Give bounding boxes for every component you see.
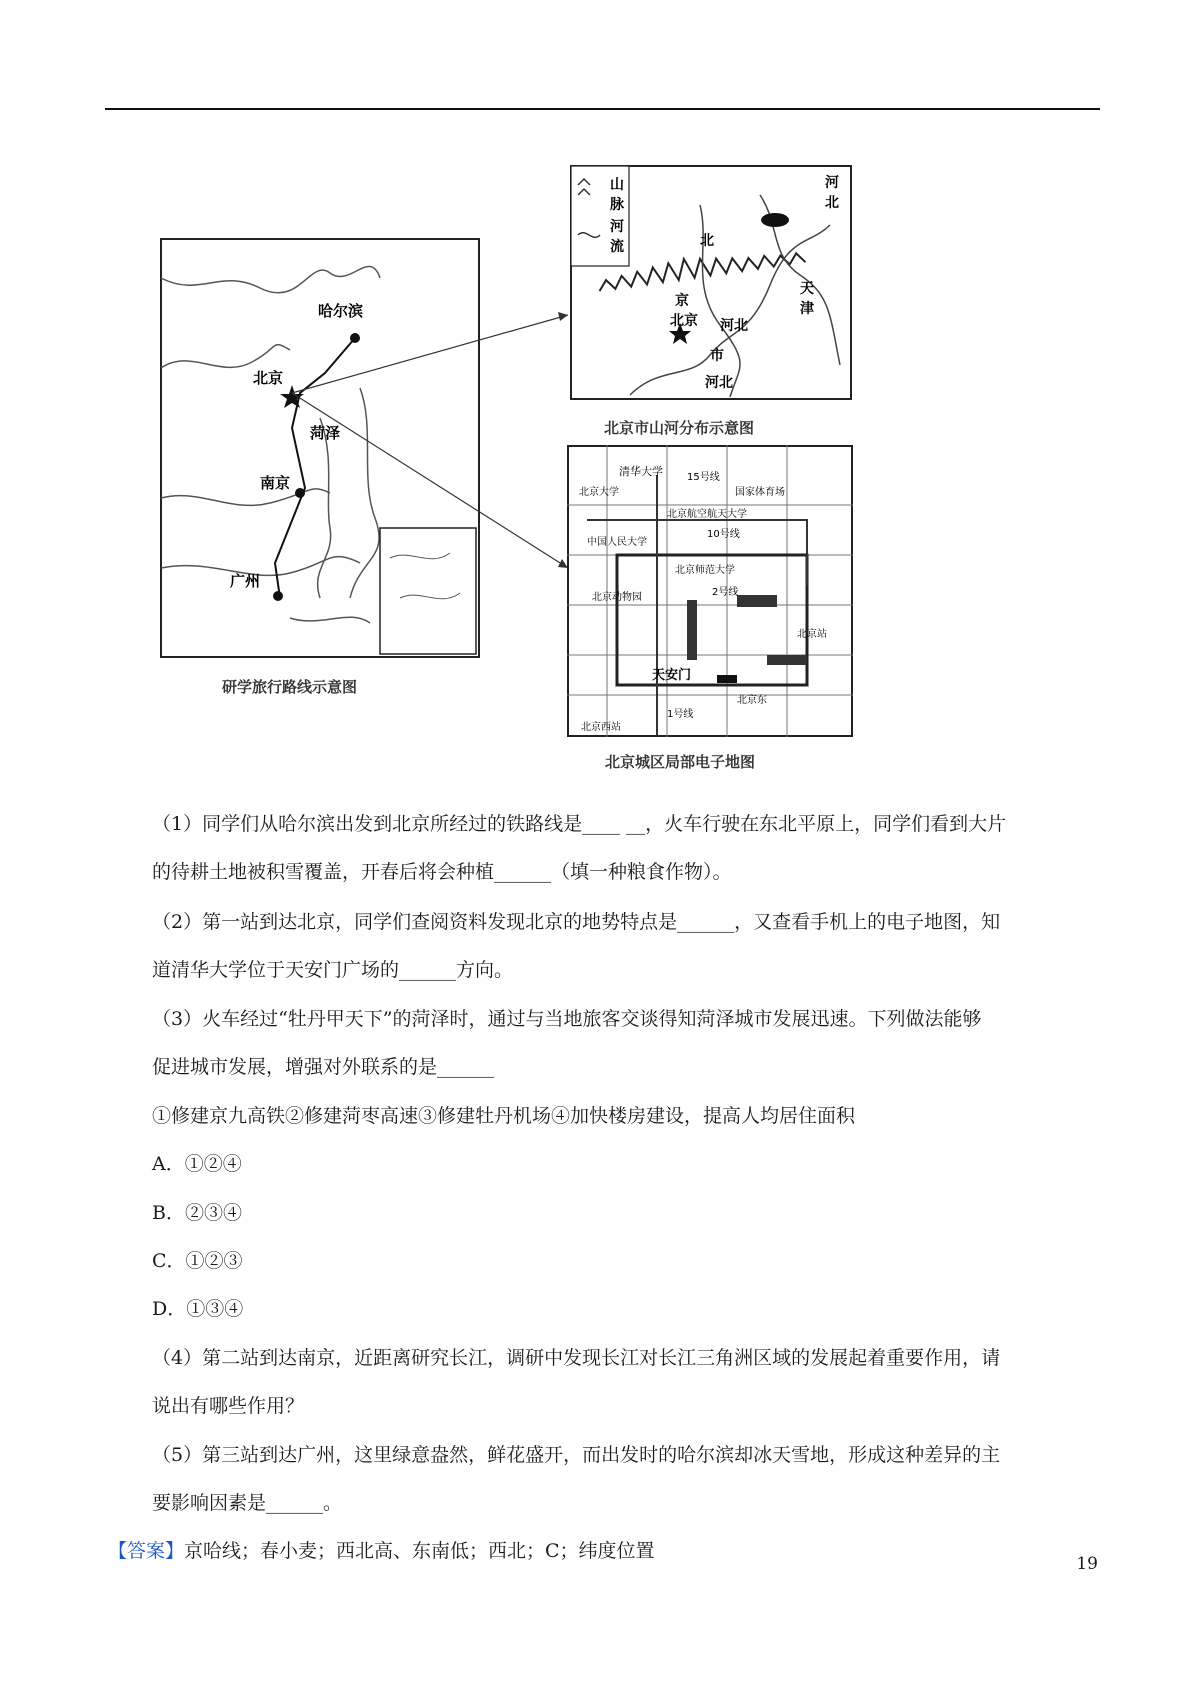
label-shi: 市 [710, 348, 724, 364]
city-nanjing: 南京 [260, 474, 291, 492]
q1-line1: （1）同学们从哈尔滨出发到北京所经过的铁路线是____ __，火车行驶在东北平原上，同学们看到大片 [152, 813, 1007, 835]
q2-line1: （2）第一站到达北京，同学们查阅资料发现北京的地势特点是______，又查看手机上的电子地图，知 [152, 911, 1001, 933]
label-beijing-v1: 北 [700, 233, 714, 249]
label-bnu: 北京师范大学 [675, 565, 735, 576]
q3-items: ①修建京九高铁②修建菏枣高速③修建牡丹机场④加快楼房建设，提高人均居住面积 [152, 1105, 856, 1127]
legend-char-2: 脉 [610, 197, 624, 213]
mountain-map-caption: 北京市山河分布示意图 [604, 419, 755, 437]
city-map-caption: 北京城区局部电子地图 [605, 753, 756, 771]
label-tiananmen: 天安门 [652, 668, 692, 683]
label-hebei-mid: 河北 [720, 318, 748, 334]
q3-line1: （3）火车经过“牡丹甲天下”的菏泽时，通过与当地旅客交谈得知菏泽城市发展迅速。下列做法能够 [152, 1008, 982, 1030]
q5-line1: （5）第三站到达广州，这里绿意盎然，鲜花盛开，而出发时的哈尔滨却冰天雪地，形成这种差异的主 [152, 1444, 1001, 1466]
answer-line [108, 1536, 655, 1563]
label-hebei-bottom: 河北 [705, 375, 733, 391]
label-beijing-east: 北京东 [737, 695, 767, 706]
label-beijing-h: 北京 [670, 313, 698, 329]
q1-line2: 的待耕土地被积雪覆盖，开春后将会种植______（填一种粮食作物）。 [152, 861, 732, 883]
label-tianjin-1: 天 [800, 281, 814, 297]
label-stadium: 国家体育场 [735, 487, 785, 498]
label-ruc: 中国人民大学 [587, 537, 647, 548]
label-beijing-station: 北京站 [797, 629, 827, 640]
label-line2: 2号线 [712, 587, 739, 598]
label-pku: 北京大学 [579, 487, 619, 498]
legend-char-4: 流 [610, 239, 624, 255]
city-heze: 菏泽 [310, 424, 341, 442]
city-harbin: 哈尔滨 [318, 302, 364, 320]
mountain-river-svg [570, 165, 852, 400]
q3-line2: 促进城市发展，增强对外联系的是______ [152, 1056, 495, 1078]
option-d: D．①③④ [152, 1298, 244, 1320]
label-beijing-zoo: 北京动物园 [592, 592, 642, 603]
label-line1: 1号线 [667, 709, 694, 720]
legend-char-3: 河 [610, 219, 624, 235]
page-number: 19 [1076, 1554, 1098, 1574]
city-map-svg [567, 445, 853, 737]
route-map-caption: 研学旅行路线示意图 [222, 678, 358, 696]
answer-tag: 【答案】 [108, 1540, 185, 1562]
label-hebei-top-2: 北 [825, 195, 839, 211]
option-b: B．②③④ [152, 1202, 242, 1224]
option-a: A．①②④ [152, 1153, 242, 1175]
q5-line2: 要影响因素是______。 [152, 1492, 343, 1514]
label-line10: 10号线 [707, 529, 740, 540]
q4-line1: （4）第二站到达南京，近距离研究长江，调研中发现长江对长江三角洲区域的发展起着重要作用，请 [152, 1347, 1001, 1369]
label-tianjin-2: 津 [800, 301, 814, 317]
mountain-river-map [570, 165, 852, 400]
label-beihang: 北京航空航天大学 [667, 509, 747, 520]
q2-line2: 道清华大学位于天安门广场的______方向。 [152, 959, 514, 981]
label-beijing-v2: 京 [675, 293, 689, 309]
city-guangzhou: 广州 [230, 572, 261, 590]
legend-char-1: 山 [610, 177, 624, 193]
city-beijing: 北京 [253, 369, 284, 387]
option-c: C．①②③ [152, 1250, 243, 1272]
answer-text: 京哈线；春小麦；西北高、东南低；西北；C；纬度位置 [184, 1540, 655, 1562]
label-tsinghua: 清华大学 [619, 465, 663, 478]
q4-line2: 说出有哪些作用？ [152, 1395, 305, 1417]
label-line15: 15号线 [687, 472, 720, 483]
label-hebei-top-1: 河 [825, 175, 839, 191]
city-map [567, 445, 853, 737]
label-beijing-west: 北京西站 [581, 722, 621, 733]
